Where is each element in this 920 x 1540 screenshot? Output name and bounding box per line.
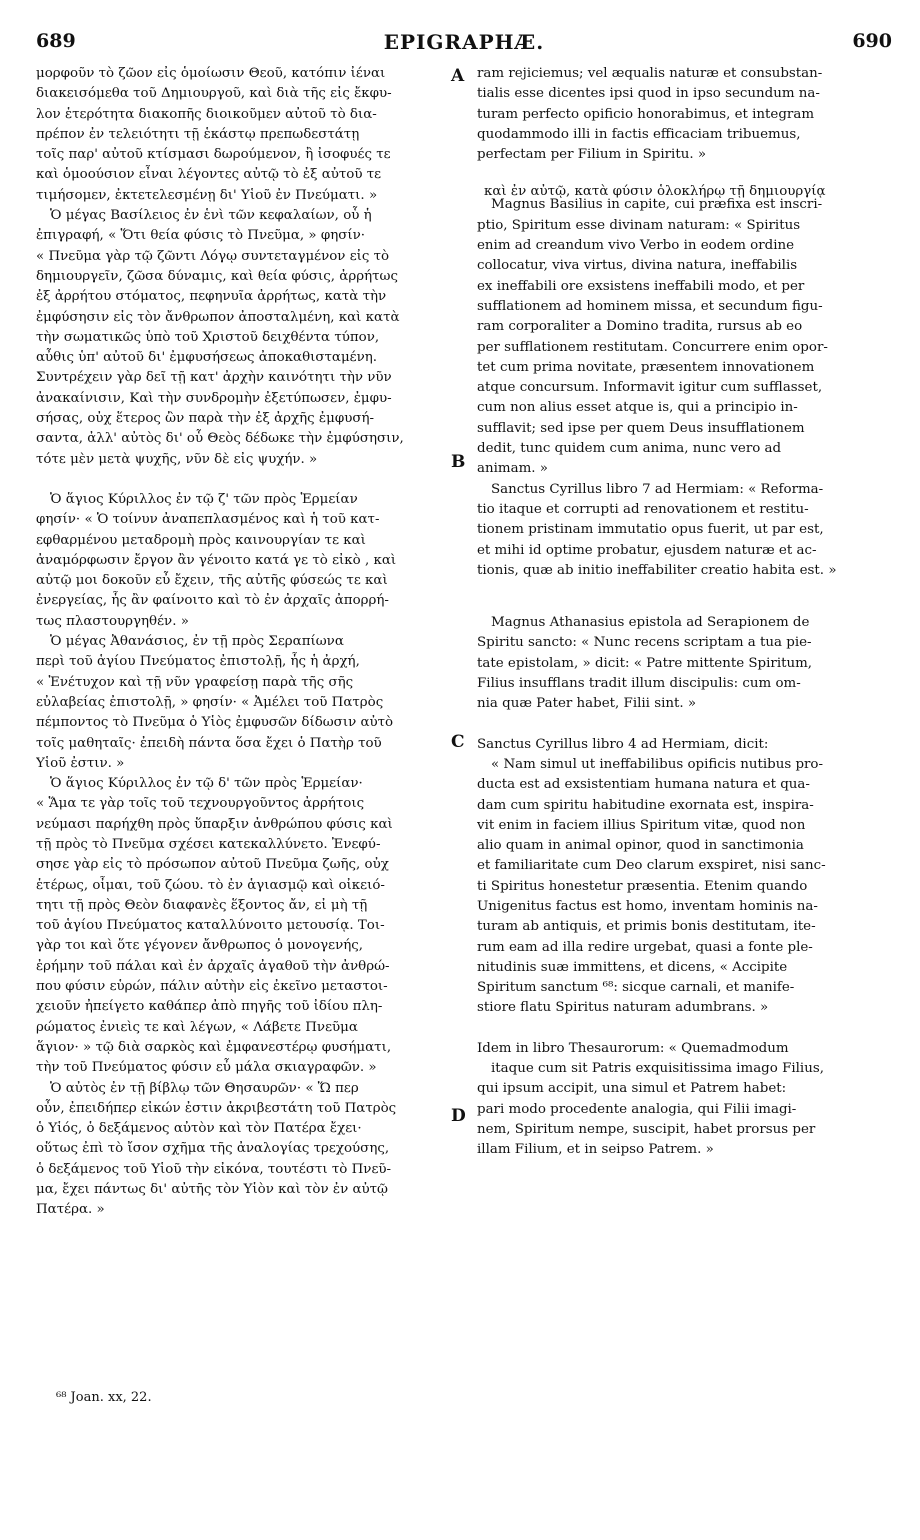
text-line: τητι τῇ πρὸς Θεὸν διαφανὲς ἕξοντος ἄν, εἰ μὴ τῇ: [36, 897, 368, 913]
text-line: itaque cum sit Patris exquisitissima imago Filius,: [491, 1061, 824, 1077]
text-line: Ὁ ἅγιος Κύριλλος ἐν τῷ ζ' τῶν πρὸς Ἑρμείαν: [50, 491, 358, 507]
running-header: [36, 30, 892, 58]
text-line: tialis esse dicentes ipsi quod in ipso secundum na-: [477, 86, 820, 102]
text-line: σαντα, ἀλλ' αὐτὸς δι' οὗ Θεὸς δέδωκε τὴν ἐμφύσησιν,: [36, 431, 404, 447]
paragraph-gap: [477, 715, 889, 735]
text-line: ptio, Spiritum esse divinam naturam: « Spiritus: [477, 217, 801, 233]
text-line: Ὁ μέγας Βασίλειος ἐν ἑνὶ τῶν κεφαλαίων, οὗ ἡ: [50, 208, 372, 224]
text-line: τως πλαστουργηθέν. »: [36, 613, 189, 629]
text-line: Sanctus Cyrillus libro 4 ad Hermiam, dicit:: [477, 736, 769, 752]
latin-column: [477, 64, 889, 1161]
footnote: ⁶⁸ Joan. xx, 22.: [56, 1390, 152, 1405]
text-line: stiore flatu Spiritus naturam adumbrans. »: [477, 1000, 769, 1016]
text-line: nitudinis suæ immittens, et dicens, « Accipite: [477, 959, 788, 975]
text-line: Υἱοῦ ἐστιν. »: [36, 755, 125, 771]
text-line: ρώματος ἐνιεὶς τε καὶ λέγων, « Λάβετε Πνεῦμα: [36, 1019, 358, 1035]
text-line: λον ἑτερότητα διακοπῆς διοικοῦμεν αὐτοῦ τὸ δια-: [36, 106, 377, 122]
text-line: ὁ δεξάμενος τοῦ Υἱοῦ τὴν εἰκόνα, τουτέστι τὸ Πνεῦ-: [36, 1161, 392, 1177]
text-line: Ὁ αὐτὸς ἐν τῇ βίβλῳ τῶν Θησαυρῶν· « Ὥ περ: [50, 1080, 359, 1096]
text-line: εφθαρμένου μεταδρομὴ πρὸς καινουργίαν τε καὶ: [36, 532, 366, 548]
text-line: αὐτῷ μοι δοκοῦν εὖ ἔχειν, τῆς αὐτῆς φύσεώς τε καὶ: [36, 573, 388, 589]
text-line: αὖθις ὑπ' αὐτοῦ δι' ἐμφυσήσεως ἀποκαθισταμένη.: [36, 350, 378, 366]
text-line: sufflavit; sed ipse per quem Deus insufflationem: [477, 420, 805, 436]
text-line: alio quam in animal opinor, quod in sanctimonia: [477, 838, 804, 854]
text-line: δημιουργεῖν, ζῶσα δύναμις, καὶ θεία φύσις, ἀρρήτως: [36, 268, 398, 284]
text-line: ἐπιγραφή, « Ὅτι θεία φύσις τὸ Πνεῦμα, » φησίν·: [36, 228, 366, 244]
text-line: τοῖς μαθηταῖς· ἐπειδὴ πάντα ὅσα ἔχει ὁ Πατὴρ τοῦ: [36, 735, 382, 751]
paragraph-gap: [477, 185, 889, 195]
text-line: πέμποντος τὸ Πνεῦμα ὁ Υἱὸς ἐμφυσῶν δίδωσιν αὐτὸ: [36, 715, 394, 731]
text-line: ἐρήμην τοῦ πάλαι καὶ ἐν ἀρχαῖς ἀγαθοῦ τὴν ἀνθρώ-: [36, 958, 390, 974]
text-line: Filius insufflans tradit illum discipulis: cum om-: [477, 676, 801, 692]
text-line: tet cum prima novitate, præsentem innovationem: [477, 359, 815, 375]
text-line: ti Spiritus honestetur præsentia. Etenim quando: [477, 878, 808, 894]
text-line: vit enim in faciem illius Spiritum vitæ, quod non: [477, 817, 806, 833]
text-line: turam ab antiquis, et primis bonis destitutam, ite-: [477, 919, 816, 935]
text-line: Ὁ ἅγιος Κύριλλος ἐν τῷ δ' τῶν πρὸς Ἑρμείαν·: [50, 776, 363, 792]
text-line: ἐξ ἀρρήτου στόματος, πεφηνυῖα ἀρρήτως, κατὰ τὴν: [36, 289, 387, 305]
text-line: turam perfecto opificio honorabimus, et integram: [477, 106, 815, 122]
paragraph-gap: [477, 165, 889, 185]
text-line: νεύμασι παρήχθη πρὸς ὕπαρξιν ἀνθρώπου φύσις καὶ: [36, 816, 393, 832]
text-line: Πατέρα. »: [36, 1202, 105, 1218]
text-line: tionis, quæ ab initio ineffabiliter creatio habita est. »: [477, 562, 837, 578]
text-line: collocatur, viva virtus, divina natura, ineffabilis: [477, 258, 798, 274]
text-line: Spiritum sanctum ⁶⁸: sicque carnali, et manife-: [477, 980, 795, 996]
text-line: rum eam ad illa redire urgebat, quasi a fonte ple-: [477, 939, 813, 955]
text-line: Συντρέχειν γὰρ δεῖ τῇ κατ' ἀρχὴν καινότητι τὴν νῦν: [36, 370, 392, 386]
text-line: tate epistolam, » dicit: « Patre mittente Spiritum,: [477, 655, 813, 671]
text-line: τὴν τοῦ Πνεύματος φύσιν εὖ μάλα σκιαγραφῶν. »: [36, 1060, 377, 1076]
text-line: nem, Spiritum nempe, suscipit, habet prorsus per: [477, 1121, 816, 1137]
text-line: Idem in libro Thesaurorum: « Quemadmodum: [477, 1040, 789, 1056]
text-line: sufflationem ad hominem missa, et secundum figu-: [477, 298, 823, 314]
text-line: « Πνεῦμα γὰρ τῷ ζῶντι Λόγῳ συντεταγμένον εἰς τὸ: [36, 248, 390, 264]
text-line: φησίν· « Ὁ τοίνυν ἀναπεπλασμένος καὶ ἡ τοῦ κατ-: [36, 512, 380, 528]
text-line: ram rejiciemus; vel æqualis naturæ et consubstan-: [477, 66, 823, 81]
text-line: μα, ἔχει πάντως δι' αὐτῆς τὸν Υἱὸν καὶ τὸν ἐν αὐτῷ: [36, 1182, 388, 1198]
text-line: καὶ ὁμοούσιον εἶναι λέγοντες αὐτῷ τὸ ἐξ αὐτοῦ τε: [36, 167, 382, 183]
text-line: Sanctus Cyrillus libro 7 ad Hermiam: « Reforma-: [491, 481, 824, 497]
text-line: ἀνακαίνισιν, Καὶ τὴν συνδρομὴν ἐξετύπωσεν, ἐμφυ-: [36, 390, 392, 406]
margin-letter: A: [451, 66, 465, 86]
text-line: « Ἐνέτυχον καὶ τῇ νῦν γραφείσῃ παρὰ τῆς σῆς: [36, 674, 354, 690]
margin-letter: B: [451, 452, 466, 472]
text-line: animam. »: [477, 461, 548, 477]
paragraph-gap: [477, 581, 889, 613]
text-line: χειοῦν ἠπείγετο καθάπερ ἀπὸ πηγῆς τοῦ ἰδίου πλη-: [36, 999, 383, 1015]
text-line: σήσας, οὐχ ἕτερος ὢν παρὰ τὴν ἐξ ἀρχῆς ἐμφυσή-: [36, 411, 375, 427]
text-line: Ὁ μέγας Ἀθανάσιος, ἐν τῇ πρὸς Σεραπίωνα: [50, 634, 344, 650]
text-line: τῇ πρὸς τὸ Πνεῦμα σχέσει κατεκαλλύνετο. Ἐνεφύ-: [36, 836, 381, 852]
text-line: dedit, tunc quidem cum anima, nunc vero ad: [477, 441, 782, 457]
text-line: quodammodo illi in factis efficaciam tribuemus,: [477, 126, 801, 142]
text-line: tio itaque et corrupti ad renovationem et restitu-: [477, 501, 809, 517]
text-line: atque concursum. Informavit igitur cum sufflasset,: [477, 380, 823, 396]
text-line: τοῦ ἁγίου Πνεύματος καταλλύνοιτο μετουσίᾳ. Τοι-: [36, 918, 385, 934]
text-line: περὶ τοῦ ἁγίου Πνεύματος ἐπιστολῇ, ἧς ἡ ἀρχή,: [36, 654, 360, 670]
text-line: εὐλαβείας ἐπιστολῇ, » φησίν· « Ἀμέλει τοῦ Πατρὸς: [36, 694, 384, 710]
text-line: τὴν σωματικῶς ὑπὸ τοῦ Χριστοῦ δειχθέντα τύπον,: [36, 329, 380, 345]
text-line: nia quæ Pater habet, Filii sint. »: [477, 696, 697, 712]
text-line: που φύσιν εὑρών, πάλιν αὐτὴν εἰς ἐκεῖνο μεταστοι-: [36, 979, 388, 995]
greek-line-extension: καὶ ἐν αὐτῷ, κατὰ φύσιν ὁλοκλήρῳ τῇ δημιουργίᾳ: [484, 184, 826, 199]
text-line: et familiaritate cum Deo clarum exspiret, nisi sanc-: [477, 858, 826, 874]
text-line: perfectam per Filium in Spiritu. »: [477, 147, 707, 163]
text-line: enim ad creandum vivo Verbo in eodem ordine: [477, 238, 795, 254]
text-line: ducta est ad exsistentiam humana natura et qua-: [477, 777, 810, 793]
text-line: per sufflationem restitutam. Concurrere enim opor-: [477, 339, 828, 355]
text-line: Spiritu sancto: « Nunc recens scriptam a tua pie-: [477, 635, 812, 651]
running-title: EPIGRAPHÆ.: [383, 30, 545, 54]
text-line: οὕτως ἐπὶ τὸ ἴσον σχῆμα τῆς ἀναλογίας τρεχούσης,: [36, 1141, 390, 1157]
text-line: μορφοῦν τὸ ζῶον εἰς ὁμοίωσιν Θεοῦ, κατόπιν ἰέναι: [36, 66, 386, 81]
text-line: dam cum spiritu habitudine exornata est, inspira-: [477, 797, 814, 813]
page-number-right: 690: [852, 30, 892, 52]
text-line: pari modo procedente analogia, qui Filii imagi-: [477, 1101, 797, 1117]
margin-letter: D: [451, 1106, 466, 1126]
text-line: ἑτέρως, οἶμαι, τοῦ ζώου. τὸ ἐν ἁγιασμῷ καὶ οἰκειό-: [36, 877, 385, 893]
text-line: ex ineffabili ore exsistens ineffabili modo, et per: [477, 278, 805, 294]
text-line: τιμήσομεν, ἐκτετελεσμένῃ δι' Υἱοῦ ἐν Πνεύματι. »: [36, 187, 378, 203]
text-line: ram corporaliter a Domino tradita, rursus ab eo: [477, 319, 803, 335]
text-line: Magnus Basilius in capite, cui præfixa est inscri-: [491, 197, 823, 213]
text-line: οὖν, ἐπειδήπερ εἰκών ἐστιν ἀκριβεστάτη τοῦ Πατρὸς: [36, 1100, 397, 1116]
text-line: ἀναμόρφωσιν ἔργον ἂν γένοιτο κατά γε τὸ εἰκὸ , καὶ: [36, 552, 397, 568]
margin-letter: C: [451, 732, 465, 752]
text-line: tionem pristinam immutatio opus fuerit, ut par est,: [477, 522, 824, 538]
text-line: Unigenitus factus est homo, inventam hominis na-: [477, 898, 818, 914]
text-line: ὁ Υἱός, ὁ δεξάμενος αὐτὸν καὶ τὸν Πατέρα ἔχει·: [36, 1121, 362, 1137]
text-line: σησε γὰρ εἰς τὸ πρόσωπον αὐτοῦ Πνεῦμα ζωῆς, οὐχ: [36, 857, 389, 873]
text-line: τότε μὲν μετὰ ψυχῆς, νῦν δὲ εἰς ψυχήν. »: [36, 451, 318, 467]
text-line: γὰρ τοι καὶ ὅτε γέγονεν ἄνθρωπος ὁ μονογενής,: [36, 938, 364, 954]
text-line: qui ipsum accipit, una simul et Patrem habet:: [477, 1081, 787, 1097]
text-line: Magnus Athanasius epistola ad Serapionem de: [491, 615, 810, 631]
text-line: ἐμφύσησιν εἰς τὸν ἄνθρωπον ἀποσταλμένη, καὶ κατὰ: [36, 309, 400, 325]
text-line: ἅγιον· » τῷ διὰ σαρκὸς καὶ ἐμφανεστέρῳ φυσήματι,: [36, 1039, 392, 1055]
text-line: « Nam simul ut ineffabilibus opificis nutibus pro-: [491, 756, 824, 772]
text-line: et mihi id optime probatur, ejusdem naturæ et ac-: [477, 542, 817, 558]
text-line: ἐνεργείας, ἧς ἂν φαίνοιτο καὶ τὸ ἐν ἀρχαῖς ἀπορρή-: [36, 593, 389, 609]
page-number-left: 689: [36, 30, 76, 52]
greek-column: [36, 64, 456, 1221]
text-line: « Ἅμα τε γὰρ τοῖς τοῦ τεχνουργοῦντος ἀρρήτοις: [36, 796, 365, 812]
paragraph-gap: [477, 1019, 889, 1039]
text-line: πρέπον ἐν τελειότητι τῇ ἑκάστῳ πρεπωδεστάτῃ: [36, 126, 360, 142]
text-line: διακεισόμεθα τοῦ Δημιουργοῦ, καὶ διὰ τῆς εἰς ἔκφυ-: [36, 86, 392, 102]
text-line: τοῖς παρ' αὐτοῦ κτίσμασι δωρούμενον, ἢ ἰσοφυές τε: [36, 147, 391, 163]
text-line: illam Filium, et in seipso Patrem. »: [477, 1142, 714, 1158]
paragraph-gap: [36, 470, 456, 490]
text-line: cum non alius esset atque is, qui a principio in-: [477, 400, 798, 416]
